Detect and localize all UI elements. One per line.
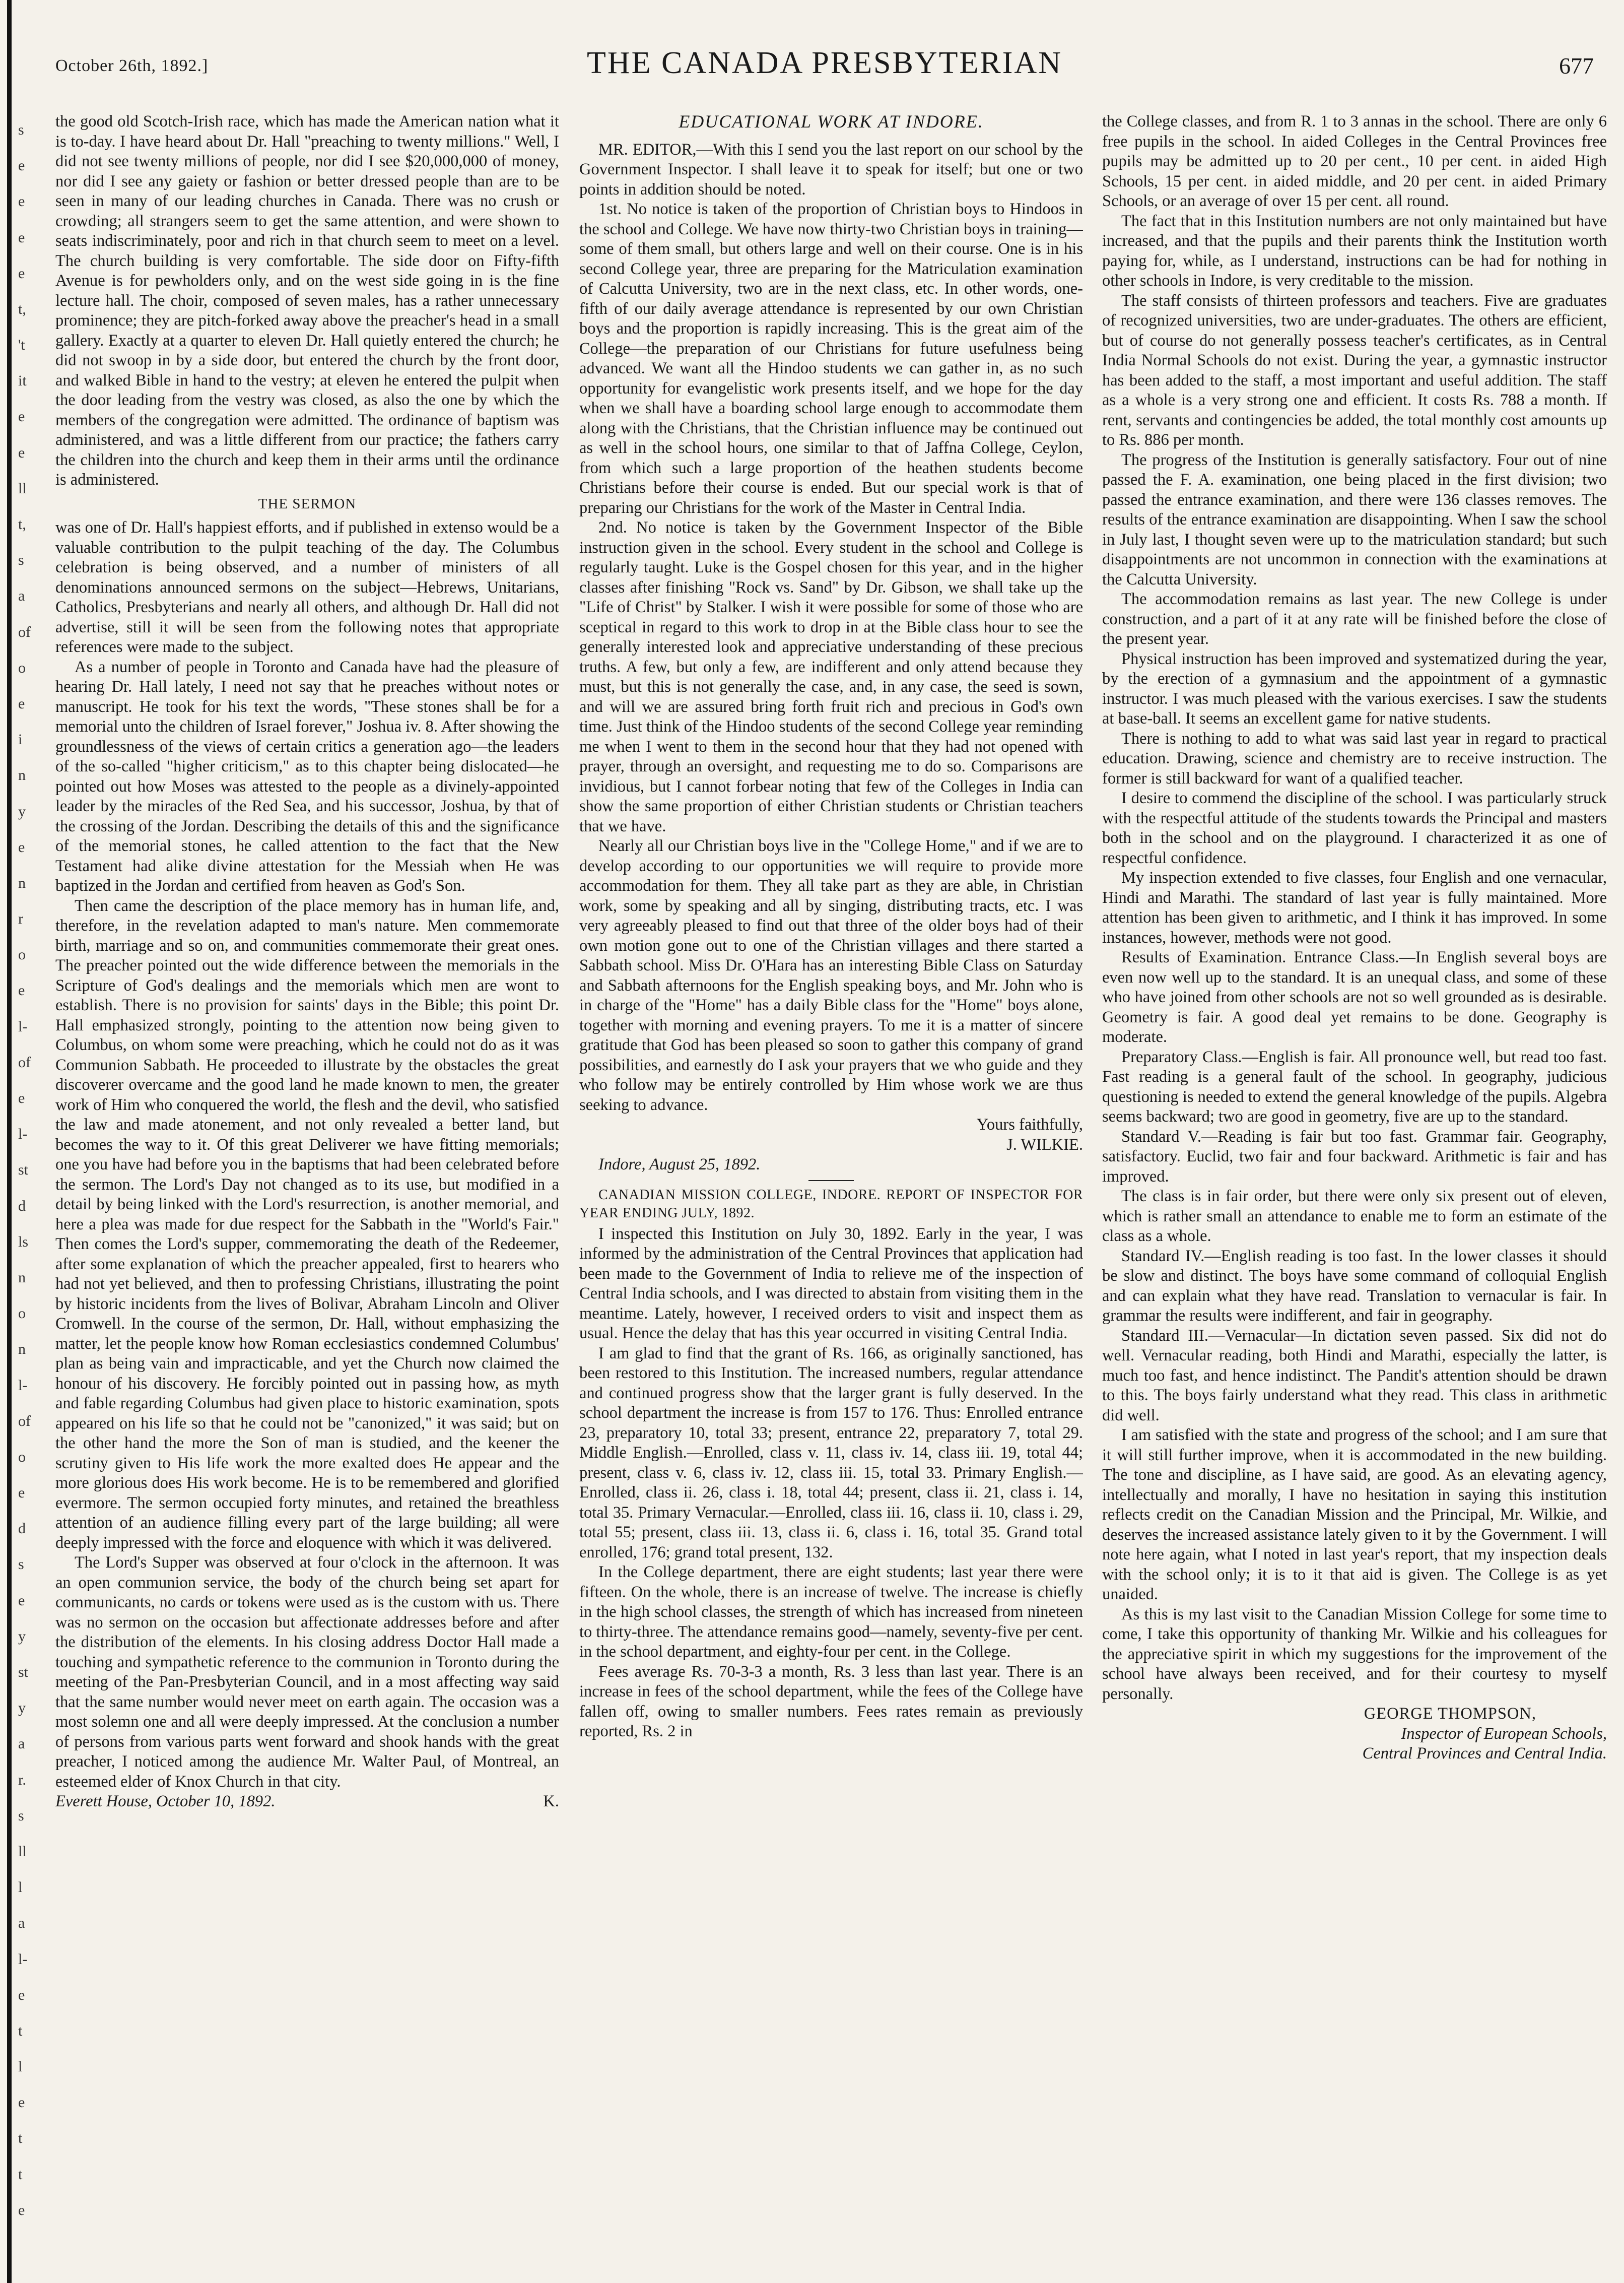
paragraph: Fees average Rs. 70-3-3 a month, Rs. 3 less than last year. There is an increase in fees of the school department, while the fees of the College have fallen off, owing to smaller numbers. Fees rates remain as previously reported, Rs. 2 in xyxy=(579,1662,1083,1740)
paragraph: The class is in fair order, but there were only six present out of eleven, which is rather small an attendance to enable me to form an estimate of the class as a whole. xyxy=(1102,1187,1607,1245)
paragraph: the College classes, and from R. 1 to 3 annas in the school. There are only 6 free pupils in the school. In aided Colleges in the Central Provinces free pupils may be admitted up to 20 per cent., 10 per cent. in aided High Schools, 15 per cent. in aided middle, and 20 per cent. in aided Primary Schools, or an average of over 15 per cent. all round. xyxy=(1102,112,1607,210)
gutter-fragment: l- xyxy=(18,1950,28,1968)
gutter-fragment: ll xyxy=(18,1843,27,1860)
paragraph: I am glad to find that the grant of Rs. 166, as originally sanctioned, has been restored to this Institution. The increased numbers, regular attendance and continued progress show that the larger grant is fully deserved. In the school department the increase is from 157 to 176. Thus: Enrolled entrance 23, preparatory 10, total 33; present, entrance 22, preparatory 7, total 29. Middle English.—Enrolled, class v. 11, class iv. 14, class iii. 19, total 44; present, class v. 6, class iv. 12, class iii. 15, total 33. Primary English.—Enrolled, class ii. 26, class i. 18, total 44; present, class ii. 21, class i. 14, total 35. Primary Vernacular.—Enrolled, class iii. 16, class ii. 10, class i. 29, total 55; present, class iii. 13, class ii. 6, class i. 16, total 35. Grand total enrolled, 176; grand total present, 132. xyxy=(579,1344,1083,1561)
gutter-fragment: s xyxy=(18,552,24,569)
paragraph: MR. EDITOR,—With this I send you the last report on our school by the Government Inspector. I shall leave it to speak for itself; but one or two points in addition should be noted. xyxy=(579,140,1083,199)
gutter-fragment: n xyxy=(18,1269,26,1286)
gutter-fragment: ls xyxy=(18,1233,29,1250)
gutter-rule xyxy=(7,0,12,2283)
closing: Yours faithfully, xyxy=(976,1116,1083,1134)
column-1 xyxy=(55,112,559,2266)
signature-title: Central Provinces and Central India. xyxy=(1362,1744,1607,1763)
paragraph: As a number of people in Toronto and Canada have had the pleasure of hearing Dr. Hall lately, I need not say that he preaches without notes or manuscript. He took for his text the words, "These stones shall be for a memorial unto the children of Israel forever," Joshua iv. 8. After showing the groundlessness of the views of certain critics a generation ago—the leaders of the so-called "higher criticism," as to this chapter being dislocated—he pointed out how Moses was attested to the people as a divinely-appointed leader by the miracles of the Red Sea, and his successor, Joshua, by that of the crossing of the Jordan. Describing the details of this and the significance of the memorial stones, he called attention to the fact that the New Testament had alike divine attestation for the Messiah when He was baptized in the Jordan and certified from heaven as God's Son. xyxy=(55,658,559,895)
issue-date: October 26th, 1892.] xyxy=(55,56,209,75)
gutter-fragment: t, xyxy=(18,516,26,533)
gutter-fragment: n xyxy=(18,767,26,784)
gutter-fragment: e xyxy=(18,229,25,246)
paragraph: The progress of the Institution is generally satisfactory. Four out of nine passed the F. A. examination, one being placed in the first division; two passed the entrance examination, and there were 136 classes removes. The results of the entrance examination are disappointing. When I saw the school in July last, I thought seven were up to the matriculation standard; but such disappointments are not uncommon in connection with the examinations at the Calcutta University. xyxy=(1102,450,1607,589)
author-initial: K. xyxy=(543,1792,559,1810)
column-2 xyxy=(579,112,1083,2266)
paragraph: Then came the description of the place memory has in human life, and, therefore, in the revelation adapted to man's nature. Men commemorate birth, marriage and so on, and communities commemorate their great ones. The preacher pointed out the wide difference between the memorials in the Scripture of God's dealings and the memorials which men are wont to establish. There is no provision for saints' days in the Bible; this point Dr. Hall emphasized strongly, pointing to the attention now being given to Columbus, on whom some were preaching, which he could not do as it was Communion Sabbath. He proceeded to illustrate by the obstacles the great discoverer overcame and the good land he made known to men, the greater work of Him who conquered the world, the flesh and the devil, who satisfied the law and made atonement, and not only revealed a better land, but becomes the way to it. Of this great Deliverer we have fitting memorials; one you have had before you in the baptisms that had been celebrated before the sermon. The Lord's Day not changed as to its use, but modified in a detail by being linked with the Lord's resurrection, is another memorial, and here a plea was made for due respect for the Sabbath in the "World's Fair." Then comes the Lord's supper, commemorating the death of the Redeemer, after some explanation of which the preacher appealed, first to hearers who had not yet believed, and then to professing Christians, illustrating the point by historic incidents from the lives of Bolivar, Abraham Lincoln and Oliver Cromwell. In the course of the sermon, Dr. Hall, without emphasizing the matter, let the people know how Roman ecclesiastics condemned Columbus' plan as being vain and impracticable, and yet the Church now claimed the honour of his discovery. He forcibly pointed out in passing how, as myth and fable regarding Columbus had given place to historic examination, spots appeared on his life so that he could not be "canonized," it was said; but on the other hand the more the Son of man is studied, and the keener the scrutiny given to His life work the more exalted does He appear and the more glorious does His work become. He is to be remembered and glorified evermore. The sermon occupied forty minutes, and retained the breathless attention of an audience filling every part of the large building; all were deeply impressed with the force and eloquence with which it was delivered. xyxy=(55,896,559,1552)
paragraph: In the College department, there are eight students; last year there were fifteen. On the whole, there is an increase of twelve. The increase is chiefly in the high school classes, the strength of which has increased from nineteen to thirty-three. The attendance remains good—namely, seventy-five per cent. in the school department, and eighty-four per cent. in the College. xyxy=(579,1563,1083,1661)
gutter-fragment: of xyxy=(18,1054,31,1071)
paragraph: Standard III.—Vernacular—In dictation seven passed. Six did not do well. Vernacular reading, both Hindi and Marathi, especially the latter, is much too fast, and hence indistinct. The Pandit's attention should be drawn to this. The boys fairly understand what they read. This class in arithmetic did well. xyxy=(1102,1326,1607,1424)
gutter-fragment: t xyxy=(18,2022,23,2039)
gutter-fragment: l xyxy=(18,1879,23,1896)
paragraph: There is nothing to add to what was said last year in regard to practical education. Drawing, science and chemistry are to receive instruction. The former is still backward for want of a qualified teacher. xyxy=(1102,729,1607,788)
gutter-fragment: of xyxy=(18,1412,31,1429)
gutter-fragment: o xyxy=(18,1305,26,1322)
gutter-fragment: e xyxy=(18,695,25,712)
gutter-fragment: l- xyxy=(18,1126,28,1143)
gutter-fragment: 't xyxy=(18,337,25,354)
gutter-fragment: e xyxy=(18,1484,25,1502)
gutter-fragment: a xyxy=(18,1735,25,1752)
gutter-fragment: n xyxy=(18,1341,26,1358)
gutter-fragment: y xyxy=(18,1700,26,1717)
paragraph: Preparatory Class.—English is fair. All pronounce well, but read too fast. Fast reading is a general fault of the school. In geography, judicious questioning is needed to extend the general knowledge of the pupils. Algebra seems backward; two are good in geometry, five are up to the standard. xyxy=(1102,1048,1607,1126)
paragraph: I am satisfied with the state and progress of the school; and I am sure that it will still further improve, when it is accommodated in the new building. The tone and discipline, as I have said, are good. As an elevating agency, intellectually and morally, I have no hesitation in saying this institution reflects credit on the Canadian Mission and the Principal, Mr. Wilkie, and deserves the increased assistance lately given to it by the Government. I will note here again, what I noted in last year's report, that my inspection deals with the school only; it is to it that aid is given. The College is as yet unaided. xyxy=(1102,1426,1607,1603)
gutter-fragment: e xyxy=(18,444,25,461)
section-heading: THE SERMON xyxy=(258,495,357,512)
gutter-fragment: ll xyxy=(18,480,27,497)
paragraph: The accommodation remains as last year. The new College is under construction, and a part of it at any rate will be finished before the close of the present year. xyxy=(1102,590,1607,648)
gutter-fragment: n xyxy=(18,874,26,891)
column-3 xyxy=(1102,112,1607,2266)
paragraph: Standard V.—Reading is fair but too fast. Grammar fair. Geography, satisfactory. Euclid, two fair and four backward. Arithmetic is fair and has improved. xyxy=(1102,1127,1607,1186)
gutter-fragment: e xyxy=(18,408,25,425)
gutter-fragment: s xyxy=(18,121,24,138)
paragraph: I inspected this Institution on July 30, 1892. Early in the year, I was informed by the administration of the Central Provinces that application had been made to the Government of India to relieve me of the inspection of Central India schools, and I was directed to abstain from visiting them in the meantime. Lately, however, I received orders to visit and inspect them as usual. Hence the delay that has this year occurred in visiting Central India. xyxy=(579,1224,1083,1342)
gutter-fragment: y xyxy=(18,803,26,820)
gutter-fragment: e xyxy=(18,2201,25,2219)
gutter-fragment: r. xyxy=(18,1771,26,1788)
divider xyxy=(808,1180,854,1181)
left-margin-gutter xyxy=(0,0,50,2283)
gutter-fragment: s xyxy=(18,1556,24,1573)
gutter-fragment: e xyxy=(18,1592,25,1609)
letter-dateline: Indore, August 25, 1892. xyxy=(598,1155,761,1173)
signature: J. WILKIE. xyxy=(1006,1135,1083,1154)
gutter-fragment: e xyxy=(18,2094,25,2111)
gutter-fragment: d xyxy=(18,1520,26,1537)
paragraph: The Lord's Supper was observed at four o'clock in the afternoon. It was an open communion service, the body of the church being set apart for communicants, no cards or tokens were used as is the custom with us. There was no sermon on the occasion but affectionate addresses before and after the distribution of the elements. In his closing address Doctor Hall made a touching and sympathetic reference to the communion in Toronto during the meeting of the Pan-Presbyterian Council, and in a most affecting way said that the same number would never meet on earth again. The occasion was a most solemn one and all were deeply impressed. At the conclusion a number of persons from various parts went forward and shook hands with the great preacher, I noticed among the audience Mr. Walter Paul, of Montreal, an esteemed elder of Knox Church in that city. xyxy=(55,1553,559,1791)
paragraph: The staff consists of thirteen professors and teachers. Five are graduates of recognized universities, two are under-graduates. The others are efficient, but of course do not generally possess teacher's certificates, as in Central India Normal Schools do not exist. During the year, a gymnastic instructor has been added to the staff, a most important and useful addition. The staff as a whole is a very strong one and efficient. It costs Rs. 788 a month. If rent, servants and contingencies be added, the total monthly cost amounts up to Rs. 886 per month. xyxy=(1102,291,1607,449)
gutter-fragment: l- xyxy=(18,1018,28,1035)
gutter-fragment: e xyxy=(18,1986,25,2003)
gutter-fragment: e xyxy=(18,193,25,210)
gutter-fragment: t, xyxy=(18,300,26,317)
gutter-fragment: st xyxy=(18,1664,29,1681)
gutter-fragment: e xyxy=(18,838,25,856)
gutter-fragment: st xyxy=(18,1161,29,1179)
paragraph: was one of Dr. Hall's happiest efforts, and if published in extenso would be a valuable contribution to the pulpit teaching of the day. The Columbus celebration is being observed, and a number of ministers of all denominations announced sermons on the subject—Hebrews, Unitarians, Catholics, Presbyterians and nearly all others, and although Dr. Hall did not advertise, still it will be seen from the following notes that appropriate references were made to the subject. xyxy=(55,518,559,656)
paragraph: 2nd. No notice is taken by the Government Inspector of the Bible instruction given in the school. Every student in the school and College is regularly taught. Luke is the Gospel chosen for this year, and in the higher classes after finishing "Rock vs. Sand" by Dr. Gibson, we shall take up the "Life of Christ" by Stalker. I wish it were possible for some of those who are sceptical in regard to this work to drop in at the Bible class hour to see the generally interested look and appreciative understanding of these precious truths. A few, but only a few, are indifferent and only attend because they must, but this is not generally the case, and, in any case, the seed is sown, and will we are assured bring forth fruit rich and precious in God's own time. Just think of the Hindoo students of the second College year reminding me when I went to them in the second hour that they had not opened with prayer, through an oversight, and requesting me to do so. Comparisons are invidious, but I cannot forbear noting that few of the Colleges in India can show the same proportion of either Christian students or Christian teachers that we have. xyxy=(579,518,1083,835)
article-title: EDUCATIONAL WORK AT INDORE. xyxy=(679,112,984,132)
gutter-fragment: l xyxy=(18,2058,23,2075)
gutter-fragment: s xyxy=(18,1807,24,1824)
gutter-fragment: o xyxy=(18,659,26,676)
gutter-fragment: e xyxy=(18,157,25,174)
paragraph: Physical instruction has been improved and systematized during the year, by the erection of a gymnasium and the appointment of a gymnastic instructor. I was much pleased with the various exercises. I saw the students at base-ball. It seems an excellent game for native students. xyxy=(1102,649,1607,728)
paragraph: As this is my last visit to the Canadian Mission College for some time to come, I take this opportunity of thanking Mr. Wilkie and his colleagues for the appreciative spirit in which my suggestions for the improvement of the school have always been received, and for their courtesy to myself personally. xyxy=(1102,1605,1607,1703)
paragraph: 1st. No notice is taken of the proportion of Christian boys to Hindoos in the school and College. We have now thirty-two Christian boys in training—some of them small, but others large and well on their course. One is in his second College year, three are preparing for the Matriculation examination of Calcutta University, two are in the next class, etc. In other words, one-fifth of our daily average attendance is represented by our own Christian boys and the proportion is rapidly increasing. This is the great aim of the College—the preparation of our Christians for future usefulness being advanced. We want all the Hindoo students we can gather in, as no such opportunity for evangelistic work presents itself, and we hope for the day when we shall have a boarding school large enough to accommodate them along with the Christians, that the Christian influence may be continued out as well in the school hours, one similar to that of Jaffna College, Ceylon, from which such a large proportion of the heathen students become Christians before their course is ended. But our special work is that of preparing our Christians for the work of the Master in Central India. xyxy=(579,200,1083,517)
gutter-fragment: a xyxy=(18,1915,25,1932)
signature: GEORGE THOMPSON, xyxy=(1364,1705,1536,1723)
paragraph: I desire to commend the discipline of the school. I was particularly struck with the respectful attitude of the students towards the Principal and masters both in the school and on the playground. I characterized it as one of respectful confidence. xyxy=(1102,789,1607,867)
gutter-fragment: e xyxy=(18,265,25,282)
paragraph: Results of Examination. Entrance Class.—In English several boys are even now well up to the standard. It is an unequal class, and some of these who have joined from other schools are not so well grounded as is desirable. Geometry is fair. A good deal yet remains to be done. Geography is moderate. xyxy=(1102,948,1607,1046)
gutter-fragment: o xyxy=(18,1448,26,1465)
gutter-fragment: i xyxy=(18,731,23,748)
dateline-place: Everett House, October 10, 1892. xyxy=(55,1792,276,1810)
dateline xyxy=(55,1792,559,1812)
signature-title: Inspector of European Schools, xyxy=(1401,1724,1607,1743)
gutter-fragment: l- xyxy=(18,1377,28,1394)
report-heading: CANADIAN MISSION COLLEGE, INDORE. REPORT OF INSPECTOR FOR YEAR ENDING JULY, 1892. xyxy=(579,1187,1083,1221)
gutter-fragment: it xyxy=(18,372,27,389)
gutter-fragment: r xyxy=(18,910,23,928)
gutter-fragment: y xyxy=(18,1627,26,1645)
gutter-fragment: t xyxy=(18,2166,23,2183)
paragraph: The fact that in this Institution numbers are not only maintained but have increased, and that the pupils and their parents think the Institution worth paying for, while, as I understand, instructions can be had for nothing in other schools in Indore, is very creditable to the mission. xyxy=(1102,212,1607,290)
paragraph: Nearly all our Christian boys live in the "College Home," and if we are to develop according to our opportunities we will require to provide more accommodation for them. They all take part as they are able, in Christian work, some by speaking and all by singing, distributing tracts, etc. I was very agreeably pleased to find out that three of the older boys had of their own motion gone out to one of the Christian villages and there started a Sabbath school. Miss Dr. O'Hara has an interesting Bible Class on Saturday and Sabbath afternoons for the English speaking boys, and Mr. John who is in charge of the "Home" has a daily Bible class for the "Home" boys alone, together with morning and evening prayers. To me it is a matter of sincere gratitude that God has been pleased so soon to gather this company of grand possibilities, and earnestly do I ask your prayers that we who guide and they who follow may be entirely controlled by Him whose work we are thus seeking to advance. xyxy=(579,837,1083,1114)
gutter-fragment: t xyxy=(18,2130,23,2147)
paragraph: Standard IV.—English reading is too fast. In the lower classes it should be slow and distinct. The boys have some command of colloquial English and can explain what they have read. Translation to vernacular is fair. In grammar the results were indifferent, and fair in geography. xyxy=(1102,1247,1607,1325)
gutter-fragment: e xyxy=(18,982,25,999)
gutter-fragment: e xyxy=(18,1090,25,1107)
gutter-fragment: d xyxy=(18,1197,26,1214)
gutter-fragment: a xyxy=(18,588,25,605)
gutter-fragment: o xyxy=(18,946,26,963)
page-header xyxy=(55,45,1594,86)
page-number: 677 xyxy=(1559,53,1594,79)
newspaper-title: THE CANADA PRESBYTERIAN xyxy=(587,46,1062,80)
paragraph: My inspection extended to five classes, four English and one vernacular, Hindi and Marathi. The standard of last year is fully maintained. More attention has been given to arithmetic, and I think it has improved. In some instances, however, methods were not good. xyxy=(1102,869,1607,947)
gutter-fragment: of xyxy=(18,623,31,640)
paragraph: the good old Scotch-Irish race, which has made the American nation what it is to-day. I have heard about Dr. Hall "preaching to twenty millions." Well, I did not see twenty millions of people, nor did I see $20,000,000 of money, nor did I see any gaiety or fashion or better dressed people than are to be seen in many of our leading churches in Canada. There was no crush or crowding; all strangers seem to get the same attention, and were shown to seats indiscriminately, poor and rich in that church seem to meet on a level. The church building is very comfortable. The side door on Fifty-fifth Avenue is for pewholders only, and on the west side going in is the fine lecture hall. The choir, composed of seven males, has a rather unnecessary prominence; they are pitch-forked away above the preacher's head in a small gallery. Exactly at a quarter to eleven Dr. Hall quietly entered the church; he did not swoop in by a side door, but entered the church by the front door, and walked Bible in hand to the vestry; at eleven he entered the pulpit when the door leading from the vestry was closed, as also the one by which the members of the congregation were admitted. The ordinance of baptism was administered, and was a little different from our practice; the fathers carry the children into the church and keep them in their arms until the ordinance is administered. xyxy=(55,112,559,489)
